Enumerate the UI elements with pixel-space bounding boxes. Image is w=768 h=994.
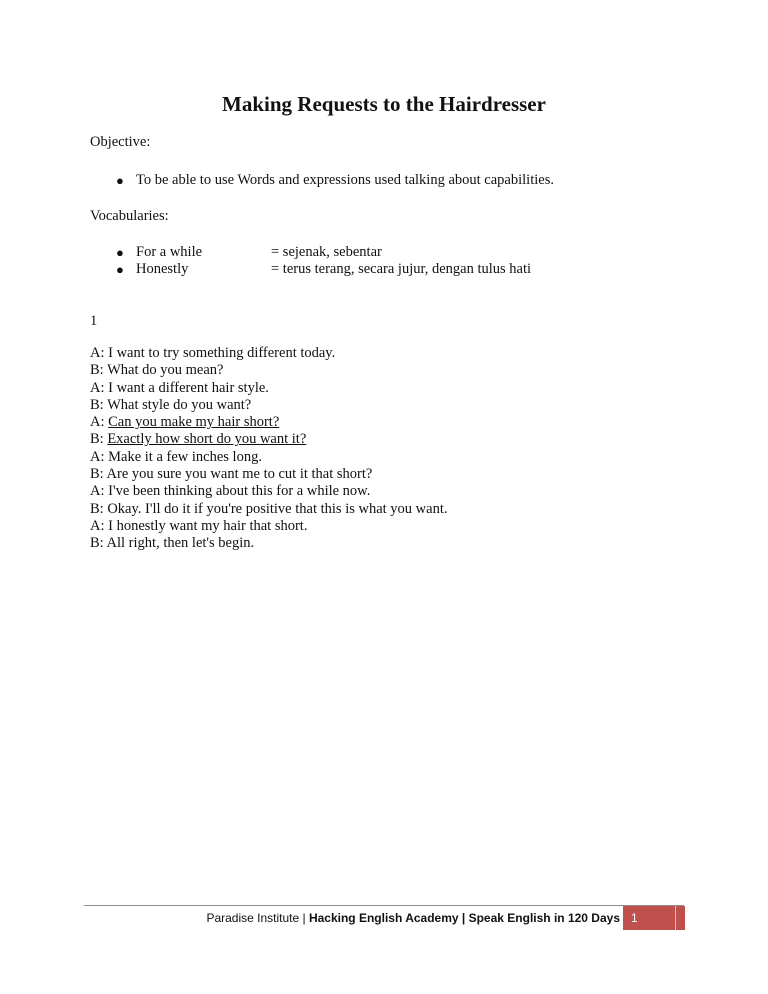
dialogue-speaker: A: (90, 345, 105, 361)
footer-separator: | (299, 911, 309, 925)
page-title: Making Requests to the Hairdresser (222, 92, 546, 116)
dialogue-speaker: B: (90, 396, 104, 413)
dialogue-line (90, 483, 447, 500)
dialogue-text: What style do you want? (107, 396, 252, 413)
dialogue-speaker: A: (90, 414, 105, 431)
dialogue-line (90, 397, 447, 414)
dialogue-speaker: B: (90, 431, 104, 448)
vocab-definition: = terus terang, secara jujur, dengan tulus hati (271, 261, 532, 277)
dialogue-text: I honestly want my hair that short. (108, 517, 308, 534)
dialogue-text: All right, then let's begin. (106, 535, 255, 552)
dialogue-text: I've been thinking about this for a while now. (108, 483, 371, 500)
objective-heading: Objective: (90, 134, 151, 150)
dialogue-line (90, 380, 447, 397)
dialogue-speaker: A: (90, 517, 105, 534)
vocab-term: For a while (136, 244, 203, 260)
dialogue-speaker: B: (90, 362, 104, 379)
dialogue-text: Make it a few inches long. (108, 448, 262, 465)
dialogue-speaker: A: (90, 483, 105, 500)
footer-academy: Hacking English Academy (308, 911, 459, 925)
page-box-divider (675, 906, 676, 930)
bullet-icon: ● (116, 173, 124, 188)
dialogue-speaker: A: (90, 379, 105, 396)
dialogue-text: Okay. I'll do it if you're positive that this is what you want. (107, 500, 448, 517)
footer-divider (84, 905, 684, 906)
dialogue-line (90, 431, 447, 448)
footer-slogan: Speak English in 120 Days (468, 911, 620, 925)
page-number: 1 (631, 911, 638, 925)
footer-separator: | (458, 911, 469, 925)
vocab-term: Honestly (136, 261, 189, 277)
vocabularies-heading: Vocabularies: (90, 208, 169, 224)
dialogue-text: I want a different hair style. (108, 379, 269, 396)
dialogue-speaker: A: (90, 448, 105, 465)
dialogue-line (90, 449, 447, 466)
dialogue-speaker: B: (90, 535, 104, 552)
vocab-definition: = sejenak, sebentar (271, 244, 382, 260)
bullet-icon: ● (116, 245, 124, 260)
dialogue-list (90, 345, 447, 553)
dialogue-line (90, 535, 447, 552)
dialogue-line (90, 362, 447, 379)
dialogue-speaker: B: (90, 500, 104, 517)
dialogue-line (90, 501, 447, 518)
dialogue-text: I want to try something different today. (108, 345, 336, 361)
dialogue-text: Exactly how short do you want it? (107, 431, 307, 448)
dialogue-line (90, 518, 447, 535)
dialogue-line (90, 414, 447, 431)
dialogue-line (90, 466, 447, 483)
footer-text (84, 910, 620, 926)
dialogue-text: What do you mean? (107, 362, 224, 379)
page-number-box (622, 906, 685, 930)
dialogue-text: Can you make my hair short? (108, 414, 280, 431)
dialogue-speaker: B: (90, 466, 104, 483)
objective-item: To be able to use Words and expressions used talking about capabilities. (136, 172, 554, 188)
section-number: 1 (90, 313, 98, 329)
bullet-icon: ● (116, 262, 124, 277)
dialogue-text: Are you sure you want me to cut it that short? (106, 466, 373, 483)
footer-institute: Paradise Institute (206, 911, 300, 925)
dialogue-line (90, 345, 447, 362)
